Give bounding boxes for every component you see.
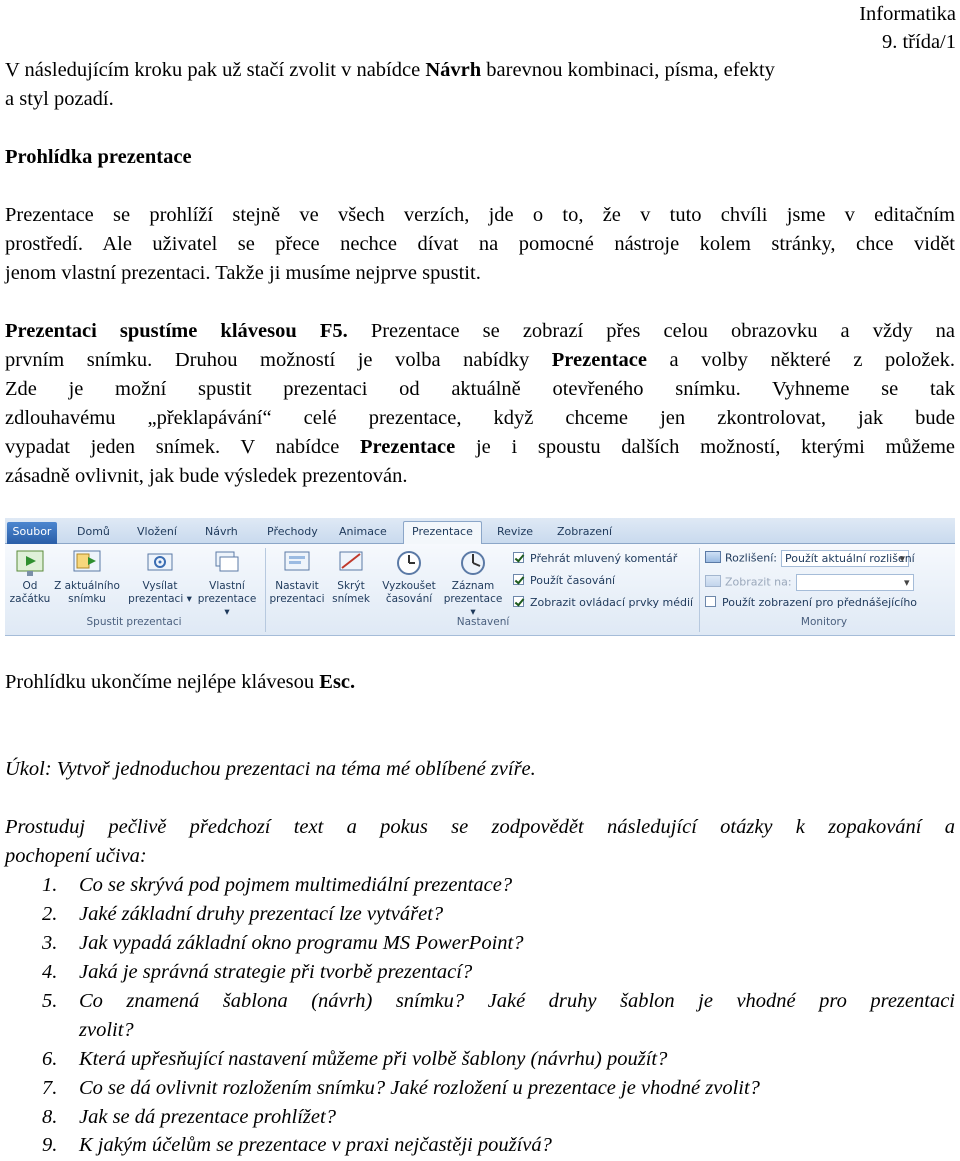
zaznam-label-2: prezentace ▾ [443,593,503,618]
group-label-spustit: Spustit prezentaci [86,616,182,628]
od-zacatku-button[interactable] [9,548,51,606]
group-label-monitory: Monitory [800,616,848,628]
skryt-label-1: Skrýt [337,580,365,592]
check-label: Použít časování [530,574,616,587]
para2-line-1 [5,317,955,346]
question-text: Co znamená šablona (návrh) snímku? Jaké druhy šablon je vhodné pro prezentaci [79,990,955,1012]
heading-text: Prohlídka prezentace [5,146,192,168]
tab-animace[interactable]: Animace [339,525,387,538]
bold-prezentace: Prezentace [551,349,647,371]
skryt-label-2: snímek [332,593,370,605]
intro-bold-navrh: Návrh [425,59,482,81]
question-number: 1. [42,874,58,896]
question-number: 2. [42,903,58,925]
od-label-2: začátku [9,593,51,605]
custom-show-icon [212,548,242,578]
tab-vlozeni[interactable]: Vložení [137,525,177,538]
header-subject: Informatika [859,3,956,25]
f5-bold: Prezentaci spustíme klávesou F5. [5,320,348,342]
question-number: 6. [42,1048,58,1070]
resolution-row [705,550,915,567]
study-line-2: pochopení učiva: [5,845,147,867]
check-label: Použít zobrazení pro přednášejícího [722,596,918,609]
para2-text: je i spoustu dalších možností, kterými můžeme [455,436,955,458]
nastavit-prezentaci-button[interactable] [269,548,325,606]
para1-line-2: prostředí. Ale uživatel se přece nechce dívat na pomocné nástroje kolem stránky, chce vidět [5,233,955,255]
monitor-icon [705,551,721,563]
monitor-icon [705,575,721,587]
question-text: K jakým účelům se prezentace v praxi nejčastěji používá? [79,1134,552,1156]
para2-text: vypadat jeden snímek. V nabídce [5,436,361,458]
tab-domu[interactable]: Domů [77,525,110,538]
nastavit-label-1: Nastavit [275,580,319,592]
para2-text: Prezentace se zobrazí přes celou obrazovku a vždy na [347,320,956,342]
question-number: 3. [42,932,58,954]
checkbox-icon [705,596,716,607]
group-label-nastaveni: Nastavení [456,616,510,628]
rehearse-timings-icon [394,548,424,578]
ribbon-body [5,544,955,636]
z-akt-label-2: snímku [68,593,106,605]
skryt-snimek-button[interactable] [329,548,373,606]
zaznam-prezentace-button[interactable] [441,548,505,619]
question-number: 5. [42,990,58,1012]
ribbon-screenshot [5,518,955,636]
question-number: 9. [42,1134,58,1156]
vlastni-prezentace-button[interactable] [195,548,259,619]
para2-text: a volby některé z položek. [647,349,955,371]
tab-prezentace[interactable]: Prezentace [403,521,482,545]
z-aktualniho-button[interactable] [53,548,121,606]
end-line [5,668,355,697]
para2-line-2 [5,346,955,375]
vysilat-button[interactable] [127,548,193,606]
intro-text: barevnou kombinaci, písma, efekty [481,59,775,81]
check-casovani[interactable] [513,574,615,587]
vyzkouset-label-1: Vyzkoušet [382,580,436,592]
show-on-row [705,574,914,591]
study-line-1: Prostuduj pečlivě předchozí text a pokus se zodpovědět následující otázky k zopakování a [5,816,955,838]
broadcast-icon [145,548,175,578]
check-label: Zobrazit ovládací prvky médií [530,596,694,609]
intro-line-2: a styl pozadí. [5,88,114,110]
header-class: 9. třída/1 [881,31,956,53]
hide-slide-icon [336,548,366,578]
para2-line-3: Zde je možní spustit prezentaci od aktuálně otevřeného snímku. Vyhneme se tak [5,378,955,400]
intro-text: V následujícím kroku pak už stačí zvolit v nabídce [5,59,426,81]
show-on-label: Zobrazit na: [725,575,792,589]
record-show-icon [458,548,488,578]
question-number: 8. [42,1106,58,1128]
check-label: Přehrát mluvený komentář [530,552,678,565]
question-text: Co se dá ovlivnit rozložením snímku? Jaké rozložení u prezentace je vhodné zvolit? [79,1077,760,1099]
vyzkouset-label-2: časování [385,593,433,605]
ribbon-tabbar [5,518,955,544]
question-text-cont: zvolit? [79,1019,134,1041]
vysilat-label-2: prezentaci ▾ [128,593,192,605]
group-separator [265,548,266,632]
end-text: Prohlídku ukončíme nejlépe klávesou [5,671,320,693]
task-line: Úkol: Vytvoř jednoduchou prezentaci na téma mé oblíbené zvíře. [5,758,536,780]
zaznam-label-1: Záznam [451,580,495,592]
question-number: 7. [42,1077,58,1099]
para2-line-5 [5,433,955,462]
slideshow-current-icon [72,548,102,578]
nastavit-label-2: prezentaci [269,593,325,605]
show-on-select[interactable] [796,574,914,591]
question-text: Co se skrývá pod pojmem multimediální prezentace? [79,874,513,896]
question-text: Jak se dá prezentace prohlížet? [79,1106,336,1128]
tab-navrh[interactable]: Návrh [205,525,238,538]
para2-line-4: zdlouhavému „překlapávání“ celé prezentace, když chceme jen zkontrolovat, jak bude [5,407,955,429]
check-presenter-view[interactable] [705,596,917,609]
tab-soubor[interactable]: Soubor [7,522,57,544]
check-ovladaci-prvky[interactable] [513,596,693,609]
checkbox-icon [513,574,524,585]
vysilat-label-1: Vysílat [142,580,178,592]
para2-text: prvním snímku. Druhou možností je volba nabídky [5,349,552,371]
od-label-1: Od [22,580,38,592]
vyzkouset-casovani-button[interactable] [377,548,441,606]
checkbox-icon [513,552,524,563]
check-mluveny-komentar[interactable] [513,552,677,565]
z-akt-label-1: Z aktuálního [54,580,120,592]
resolution-select[interactable]: Použít aktuální rozlišení ▾ [781,550,909,567]
tab-revize[interactable]: Revize [497,525,534,538]
para1-line-3: jenom vlastní prezentaci. Takže ji musíme nejprve spustit. [5,262,481,284]
tab-prechody[interactable]: Přechody [267,525,318,538]
vlastni-label-2: prezentace ▾ [197,593,257,618]
vlastni-label-1: Vlastní [209,580,245,592]
esc-bold: Esc. [319,671,356,693]
slideshow-start-icon [15,548,45,578]
group-separator [699,548,700,632]
question-text: Jak vypadá základní okno programu MS PowerPoint? [79,932,524,954]
bold-prezentace: Prezentace [360,436,456,458]
checkbox-icon [513,596,524,607]
resolution-label: Rozlišení: [725,551,777,565]
intro-line-1 [5,56,775,85]
section-heading [5,143,192,172]
para2-line-6: zásadně ovlivnit, jak bude výsledek prezentován. [5,465,408,487]
para1-line-1: Prezentace se prohlíží stejně ve všech verzích, jde o to, že v tuto chvíli jsme v editačním [5,204,955,226]
question-number: 4. [42,961,58,983]
question-text: Která upřesňující nastavení můžeme při volbě šablony (návrhu) použít? [79,1048,668,1070]
tab-zobrazeni[interactable]: Zobrazení [557,525,613,538]
question-text: Jaké základní druhy prezentací lze vytvářet? [79,903,444,925]
setup-show-icon [282,548,312,578]
question-text: Jaká je správná strategie při tvorbě prezentací? [79,961,473,983]
